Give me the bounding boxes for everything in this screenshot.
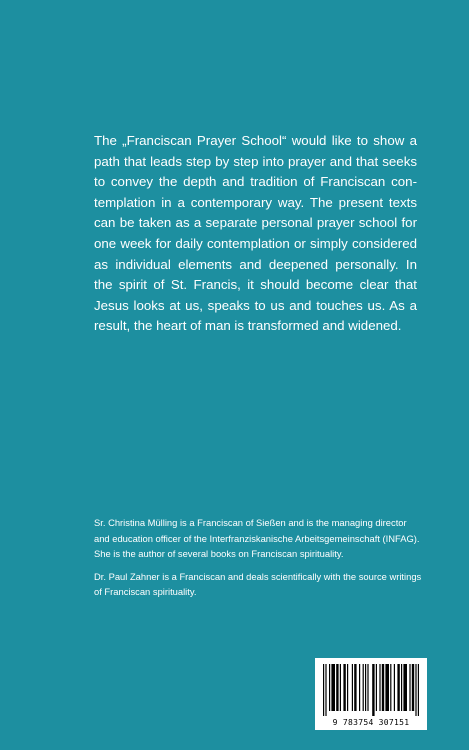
barcode-bar: [336, 664, 338, 711]
barcode-bar: [352, 664, 353, 711]
barcode-bar: [323, 664, 324, 716]
author-bio-paul-zahner: Dr. Paul Zahner is a Franciscan and deals scientifically with the source writings of Franciscan spirituality.: [94, 570, 422, 598]
barcode-bar: [415, 664, 416, 716]
barcode-bar: [418, 664, 419, 716]
barcode-bar: [379, 664, 380, 711]
barcode-bar: [409, 664, 410, 711]
barcode-bars: [323, 664, 419, 716]
barcode-bar: [382, 664, 384, 711]
barcode-bar: [367, 664, 368, 711]
barcode-bar: [394, 664, 395, 711]
barcode-bar: [403, 664, 407, 711]
barcode-bar: [354, 664, 356, 711]
isbn-barcode: [315, 658, 427, 730]
barcode-bar: [390, 664, 391, 711]
author-bio-christina-mulling: Sr. Christina Mülling is a Franciscan of Sießen and is the managing director and education officer of the Interfranziskanische Arbeitsgemeinschaft (INFAG). She is the author of several books on Franciscan spirituality.: [94, 517, 420, 560]
barcode-bar: [325, 664, 326, 716]
barcode-bar: [385, 664, 389, 711]
barcode-bar: [363, 664, 364, 711]
barcode-bar: [365, 664, 366, 711]
barcode-bar: [376, 664, 377, 711]
isbn-number: 9 783754 307151: [332, 718, 410, 727]
barcode-bar: [372, 664, 374, 716]
barcode-bar: [359, 664, 360, 711]
barcode-bar: [401, 664, 402, 711]
author-bios: [94, 515, 424, 607]
barcode-bar: [343, 664, 345, 711]
barcode-bar: [347, 664, 348, 711]
barcode-bar: [397, 664, 399, 711]
barcode-bar: [340, 664, 341, 711]
back-cover-blurb: The „Franciscan Prayer School“ would like to show a path that leads step by step into prayer and that seeks to convey the depth and tradition of Franciscan contemplation in a contemporary way. The present texts can be taken as a separate personal prayer school for one week for daily contemplation or simply considered as individual elements and deepened personally. In the spirit of St. Francis, it should become clear that Jesus looks at us, speaks to us and touches us. As a result, the heart of man is transformed and widened.: [94, 133, 417, 334]
barcode-bar: [329, 664, 330, 711]
barcode-bar: [331, 664, 335, 711]
barcode-bar: [412, 664, 414, 711]
